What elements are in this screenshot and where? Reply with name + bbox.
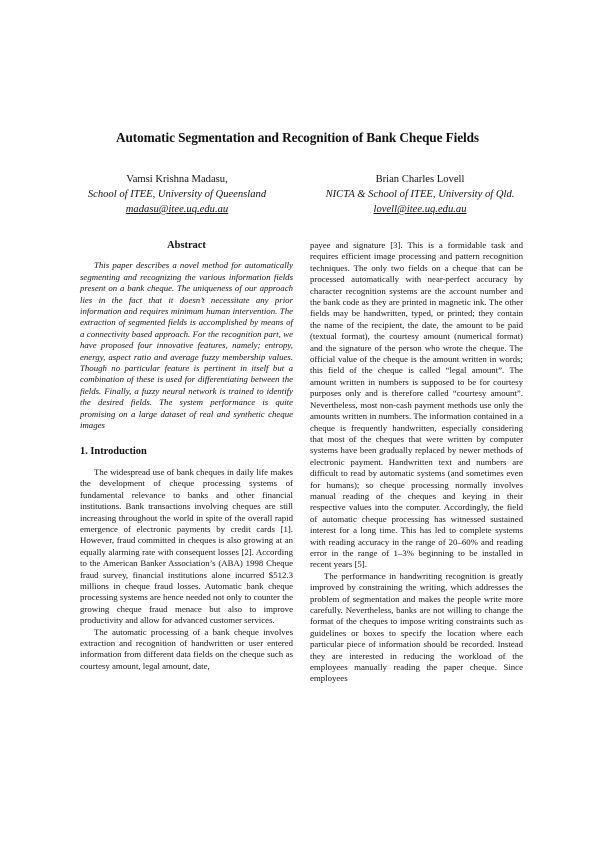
- section-heading-introduction: 1. Introduction: [80, 445, 147, 457]
- paper-title: Automatic Segmentation and Recognition of Bank Cheque Fields: [115, 130, 479, 145]
- author-name: Vamsi Krishna Madasu,: [126, 174, 228, 185]
- author-name: Brian Charles Lovell: [375, 174, 465, 185]
- author-block-1: [52, 172, 302, 217]
- author-block-2: [295, 172, 545, 217]
- intro-paragraph-1: The widespread use of bank cheques in daily life makes the development of cheque processing systems of fundamental relevance to banks and other financial institutions. Bank transactions involving cheques are still increasing throughout the world in spite of the overall rapid emergence of electronic payments by credit cards [1]. However, fraud committed in cheques is also growing at an equally alarming rate with consequent losses [2]. According to the American Banker Association’s (ABA) 1998 Cheque fraud survey, financial institutions alone incurred $512.3 millions in cheque fraud losses. Automatic bank cheque processing systems are hence needed not only to counter the growing cheque fraud menace but also to improve productivity and allow for advanced customer services.: [80, 466, 293, 626]
- author-email-link[interactable]: madasu@itee.uq.edu.au: [125, 204, 229, 215]
- left-column: [80, 240, 293, 672]
- intro-paragraph-2-continued: payee and signature [3]. This is a formidable task and requires efficient image processing and pattern recognition techniques. The only two fields on a cheque that can be processed automatically with near-perfect accuracy by character recognition systems are the account number and the bank code as they are printed in magnetic ink. The other fields may be handwritten, typed, or printed; they contain the name of the recipient, the date, the amount to be paid (textual format), the courtesy amount (numerical format) and the signature of the person who wrote the cheque. The official value of the cheque is the amount written in words; this field of the cheque is called “legal amount”. The amount written in numbers is supposed to be for courtesy purposes only and is therefore called “courtesy amount”. Nevertheless, most non-cash payment methods use only the amounts written in numbers. The information contained in a cheque is frequently handwritten, especially considering that most of the cheques that were written by computer systems have been gradually replaced by newer methods of electronic payment. Handwritten text and numbers are difficult to read by automatic systems (and sometimes even for humans); so cheque processing normally involves manual reading of the cheques and keying in their respective values into the computer. Accordingly, the field of automatic cheque processing has witnessed sustained interest for a long time. This has led to complete systems with reading accuracy in the range of 20–60% and reading error in the range of 1–3% beginning to be installed in recent years [5].: [310, 240, 523, 570]
- right-column: [310, 240, 523, 685]
- author-email-link[interactable]: lovell@itee.uq.edu.au: [373, 204, 467, 215]
- author-affiliation: School of ITEE, University of Queensland: [87, 189, 267, 200]
- abstract-heading: Abstract: [167, 240, 206, 251]
- abstract-text: This paper describes a novel method for automatically segmenting and recognizing the various information fields present on a bank cheque. The uniqueness of our approach lies in the fact that it doesn’t necessitate any prior information and requires minimum human intervention. The extraction of segmented fields is accomplished by means of a connectivity based approach. For the recognition part, we have proposed four innovative features, namely; entropy, energy, aspect ratio and average fuzzy membership values. Though no particular feature is pertinent in itself but a combination of these is used for differentiating between the fields. Finally, a fuzzy neural network is trained to identify the desired fields. The system performance is quite promising on a large dataset of real and synthetic cheque images: [80, 260, 293, 431]
- intro-paragraph-2-start: The automatic processing of a bank cheque involves extraction and recognition of handwritten or user entered information from different data fields on the cheque such as courtesy amount, legal amount, date,: [80, 626, 293, 671]
- author-affiliation: NICTA & School of ITEE, University of Qld.: [325, 189, 515, 200]
- intro-paragraph-3: The performance in handwriting recognition is greatly improved by constraining the writing, which addresses the problem of segmentation and makes the people write more carefully. Nevertheless, banks are not willing to change the format of the cheques to impose writing constraints such as guidelines or boxes to specify the location where each particular piece of information should be recorded. Instead they are interested in reducing the workload of the employees manually reading the paper cheque. Since employees: [310, 570, 523, 684]
